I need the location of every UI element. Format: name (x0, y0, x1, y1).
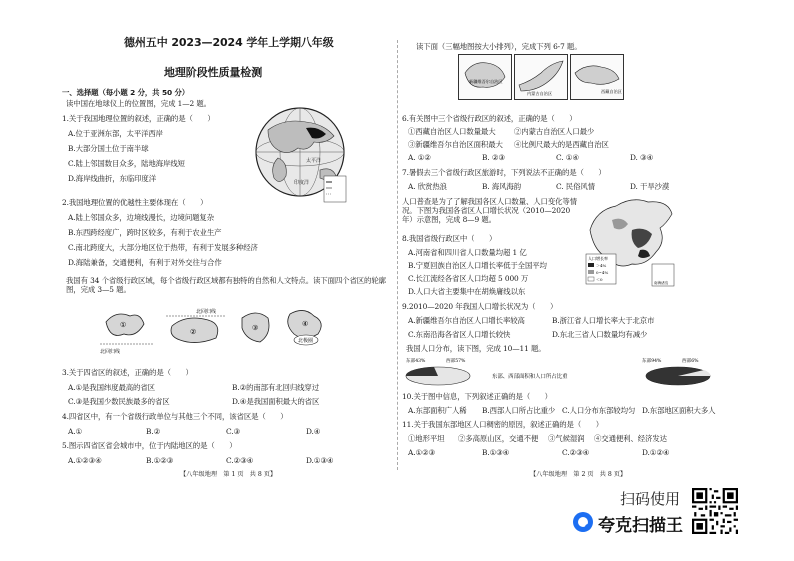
option: C.南北跨度大，大部分地区位于热带，有利于发展多种经济 (68, 243, 258, 252)
option: ③气候湿润 (548, 434, 585, 443)
option: D.海岸线曲折，东临印度洋 (68, 174, 157, 183)
option: D.④ (306, 427, 321, 436)
qr-code-icon[interactable] (692, 488, 738, 534)
option: A.① (68, 427, 83, 436)
pie-label: 东部43% (406, 359, 426, 364)
intro-text: 人口普查是为了了解我国各区人口数量、人口变化等情况。下图为我国各省区人口增长状况（2010—2020 年）示意图，完成 8—9 题。 (402, 197, 577, 224)
map-label: 北极圈 (298, 338, 314, 344)
svg-text:④: ④ (302, 320, 309, 328)
option: C.③是我国少数民族最多的省区 (68, 397, 170, 406)
right-page (402, 22, 722, 477)
map-xizang (570, 54, 624, 100)
option: B.①②③ (146, 456, 174, 465)
pie-caption: 东部、西部面积和人口所占比重 (492, 374, 568, 380)
option: ①地形平坦 (408, 434, 445, 443)
option: A. ①② (408, 153, 431, 162)
scan-to-use-label: 扫码使用 (620, 490, 681, 508)
option: B.②的南部有北回归线穿过 (232, 383, 320, 392)
option: ②多高原山区，交通不便 (458, 434, 539, 443)
option: A.位于亚洲东部，太平洋西岸 (68, 129, 163, 138)
option: ④比例尺最大的是西藏自治区 (514, 140, 609, 149)
section-heading: 一、选择题（每小题 2 分，共 50 分） (62, 88, 190, 97)
question-6: 6.有关图中三个省级行政区的叙述，正确的是（ ） (402, 114, 577, 123)
option: D.海陆兼备，交通便利，有利于对外交往与合作 (68, 258, 222, 267)
svg-text:①: ① (120, 321, 127, 329)
option: D.东北三省人口数量均有减少 (552, 330, 648, 339)
option: A. 欣赏热浪 (408, 182, 447, 191)
intro-text: 读中国在地球仪上的位置图，完成 1—2 题。 (66, 99, 211, 108)
globe-figure (254, 100, 350, 210)
question-8: 8.我国省级行政区中（ ） (402, 234, 497, 243)
option: C.②③④ (562, 448, 590, 457)
question-9: 9.2010—2020 年我国人口增长状况为（ ） (402, 302, 558, 311)
question-1: 1.关于我国地理位置的叙述，正确的是（ ） (62, 114, 215, 123)
map-label: 北回归线 (100, 349, 121, 355)
option: A.①②③④ (68, 456, 102, 465)
map-label: 西藏自治区 (601, 89, 622, 94)
map-label: 北回归线 (196, 309, 217, 315)
legend-title: 人口增长率 (588, 256, 608, 261)
option: A.河南省和四川省人口数量均超 1 亿 (408, 248, 527, 257)
question-2: 2.我国地理位置的优越性主要体现在（ ） (62, 198, 208, 207)
inset-label: 南海诸岛 (654, 281, 669, 285)
option: B. ②③ (482, 153, 505, 162)
province-outlines (96, 304, 346, 360)
option: C.③ (226, 427, 241, 436)
intro-text: 读下面（三幅地图按大小排列），完成下列 6-7 题。 (416, 42, 582, 51)
map-label: 内蒙古自治区 (527, 91, 553, 96)
option: C.东南沿海各省区人口增长较快 (408, 330, 511, 339)
map-xinjiang (458, 54, 512, 100)
question-7: 7.暑假去三个省级行政区旅游时，下列说法不正确的是（ ） (402, 168, 606, 177)
exam-title: 德州五中 2023—2024 学年上学期八年级 (124, 36, 334, 49)
svg-text:③: ③ (252, 324, 259, 332)
option: D.①③④ (306, 456, 334, 465)
intro-text: 我国有 34 个省级行政区域，每个省级行政区域都有独特的自然和人文特点。读下面四个省区的轮廓图，完成 3—5 题。 (66, 276, 386, 294)
page-footer: 【八年级地理 第 1 页 共 8 页】 (180, 471, 277, 478)
legend-item: ＜0 (596, 277, 603, 282)
globe-label: 印度洋 (294, 180, 310, 186)
page-footer: 【八年级地理 第 2 页 共 8 页】 (530, 471, 627, 478)
pie-label: 西部57% (446, 359, 466, 364)
app-name: 夸克扫描王 (598, 516, 683, 536)
option: B.东西跨经度广，跨时区较多，有利于农业生产 (68, 228, 222, 237)
option: B. 海风海韵 (482, 182, 521, 191)
option: C.陆上邻国数目众多，陆地海岸线短 (68, 159, 185, 168)
center-divider (397, 40, 398, 470)
option: C. 民俗风情 (556, 182, 595, 191)
option: D.人口大省主要集中在胡焕庸线以东 (408, 287, 526, 296)
option: C. ①④ (556, 153, 579, 162)
globe-label: 太平洋 (306, 158, 322, 164)
left-page (62, 22, 390, 477)
option: D.④是我国面积最大的省区 (232, 397, 320, 406)
pie-label: 西部6% (682, 359, 699, 364)
svg-text:②: ② (190, 328, 197, 336)
option: B.② (146, 427, 161, 436)
map-label: 新疆维吾尔自治区 (469, 79, 503, 84)
option: C.人口分布东部较均匀 (562, 406, 636, 415)
option: B.西部人口所占比重少 (482, 406, 556, 415)
option: B.①③④ (482, 448, 510, 457)
pie-comparison (404, 356, 722, 390)
option: C.②③④ (226, 456, 254, 465)
option: C.长江流经各省区人口均超 5 000 万 (408, 274, 529, 283)
option: ②内蒙古自治区人口最少 (514, 127, 595, 136)
question-5: 5.图示四省区省会城市中，位于内陆地区的是（ ） (62, 441, 237, 450)
quark-logo-icon (573, 512, 593, 532)
legend-item: ＞4% (596, 263, 607, 268)
option: A.①是我国纬度最高的省区 (68, 383, 155, 392)
option: A.①②③ (408, 448, 436, 457)
map-neimenggu (514, 54, 568, 100)
option: B.浙江省人口增长率大于北京市 (552, 316, 655, 325)
option: D.①②④ (642, 448, 670, 457)
option: D.东部地区面积大多人 (642, 406, 716, 415)
option: A.东部面积广人稀 (408, 406, 467, 415)
option: A.新疆维吾尔自治区人口增长率较高 (408, 316, 525, 325)
china-population-map (582, 190, 678, 290)
question-3: 3.关于四省区的叙述，正确的是（ ） (62, 368, 193, 377)
legend-item: 0~4% (596, 270, 609, 275)
option: ④交通便利、经济发达 (594, 434, 667, 443)
exam-subtitle: 地理阶段性质量检测 (164, 66, 263, 79)
option: D. ③④ (630, 153, 654, 162)
pie-label: 东部94% (642, 359, 662, 364)
option: B.宁夏回族自治区人口增长率低于全国平均 (408, 261, 547, 270)
intro-text: 我国人口分布，读下图，完成 10—11 题。 (406, 344, 546, 353)
option: A.陆上邻国众多，边境线漫长，边境问题复杂 (68, 213, 215, 222)
option: B.大部分国土位于南半球 (68, 144, 149, 153)
option: ③新疆维吾尔自治区面积最大 (408, 140, 503, 149)
option: ①西藏自治区人口数量最大 (408, 127, 496, 136)
question-4: 4.四省区中，有一个省级行政单位与其他三个不同，该省区是（ ） (62, 412, 288, 421)
question-11: 11.关于我国东部地区人口稠密的原因，叙述正确的是（ ） (402, 420, 604, 429)
question-10: 10.关于图中信息，下列叙述正确的是（ ） (402, 392, 552, 401)
option: D. 干旱沙漠 (630, 182, 670, 191)
